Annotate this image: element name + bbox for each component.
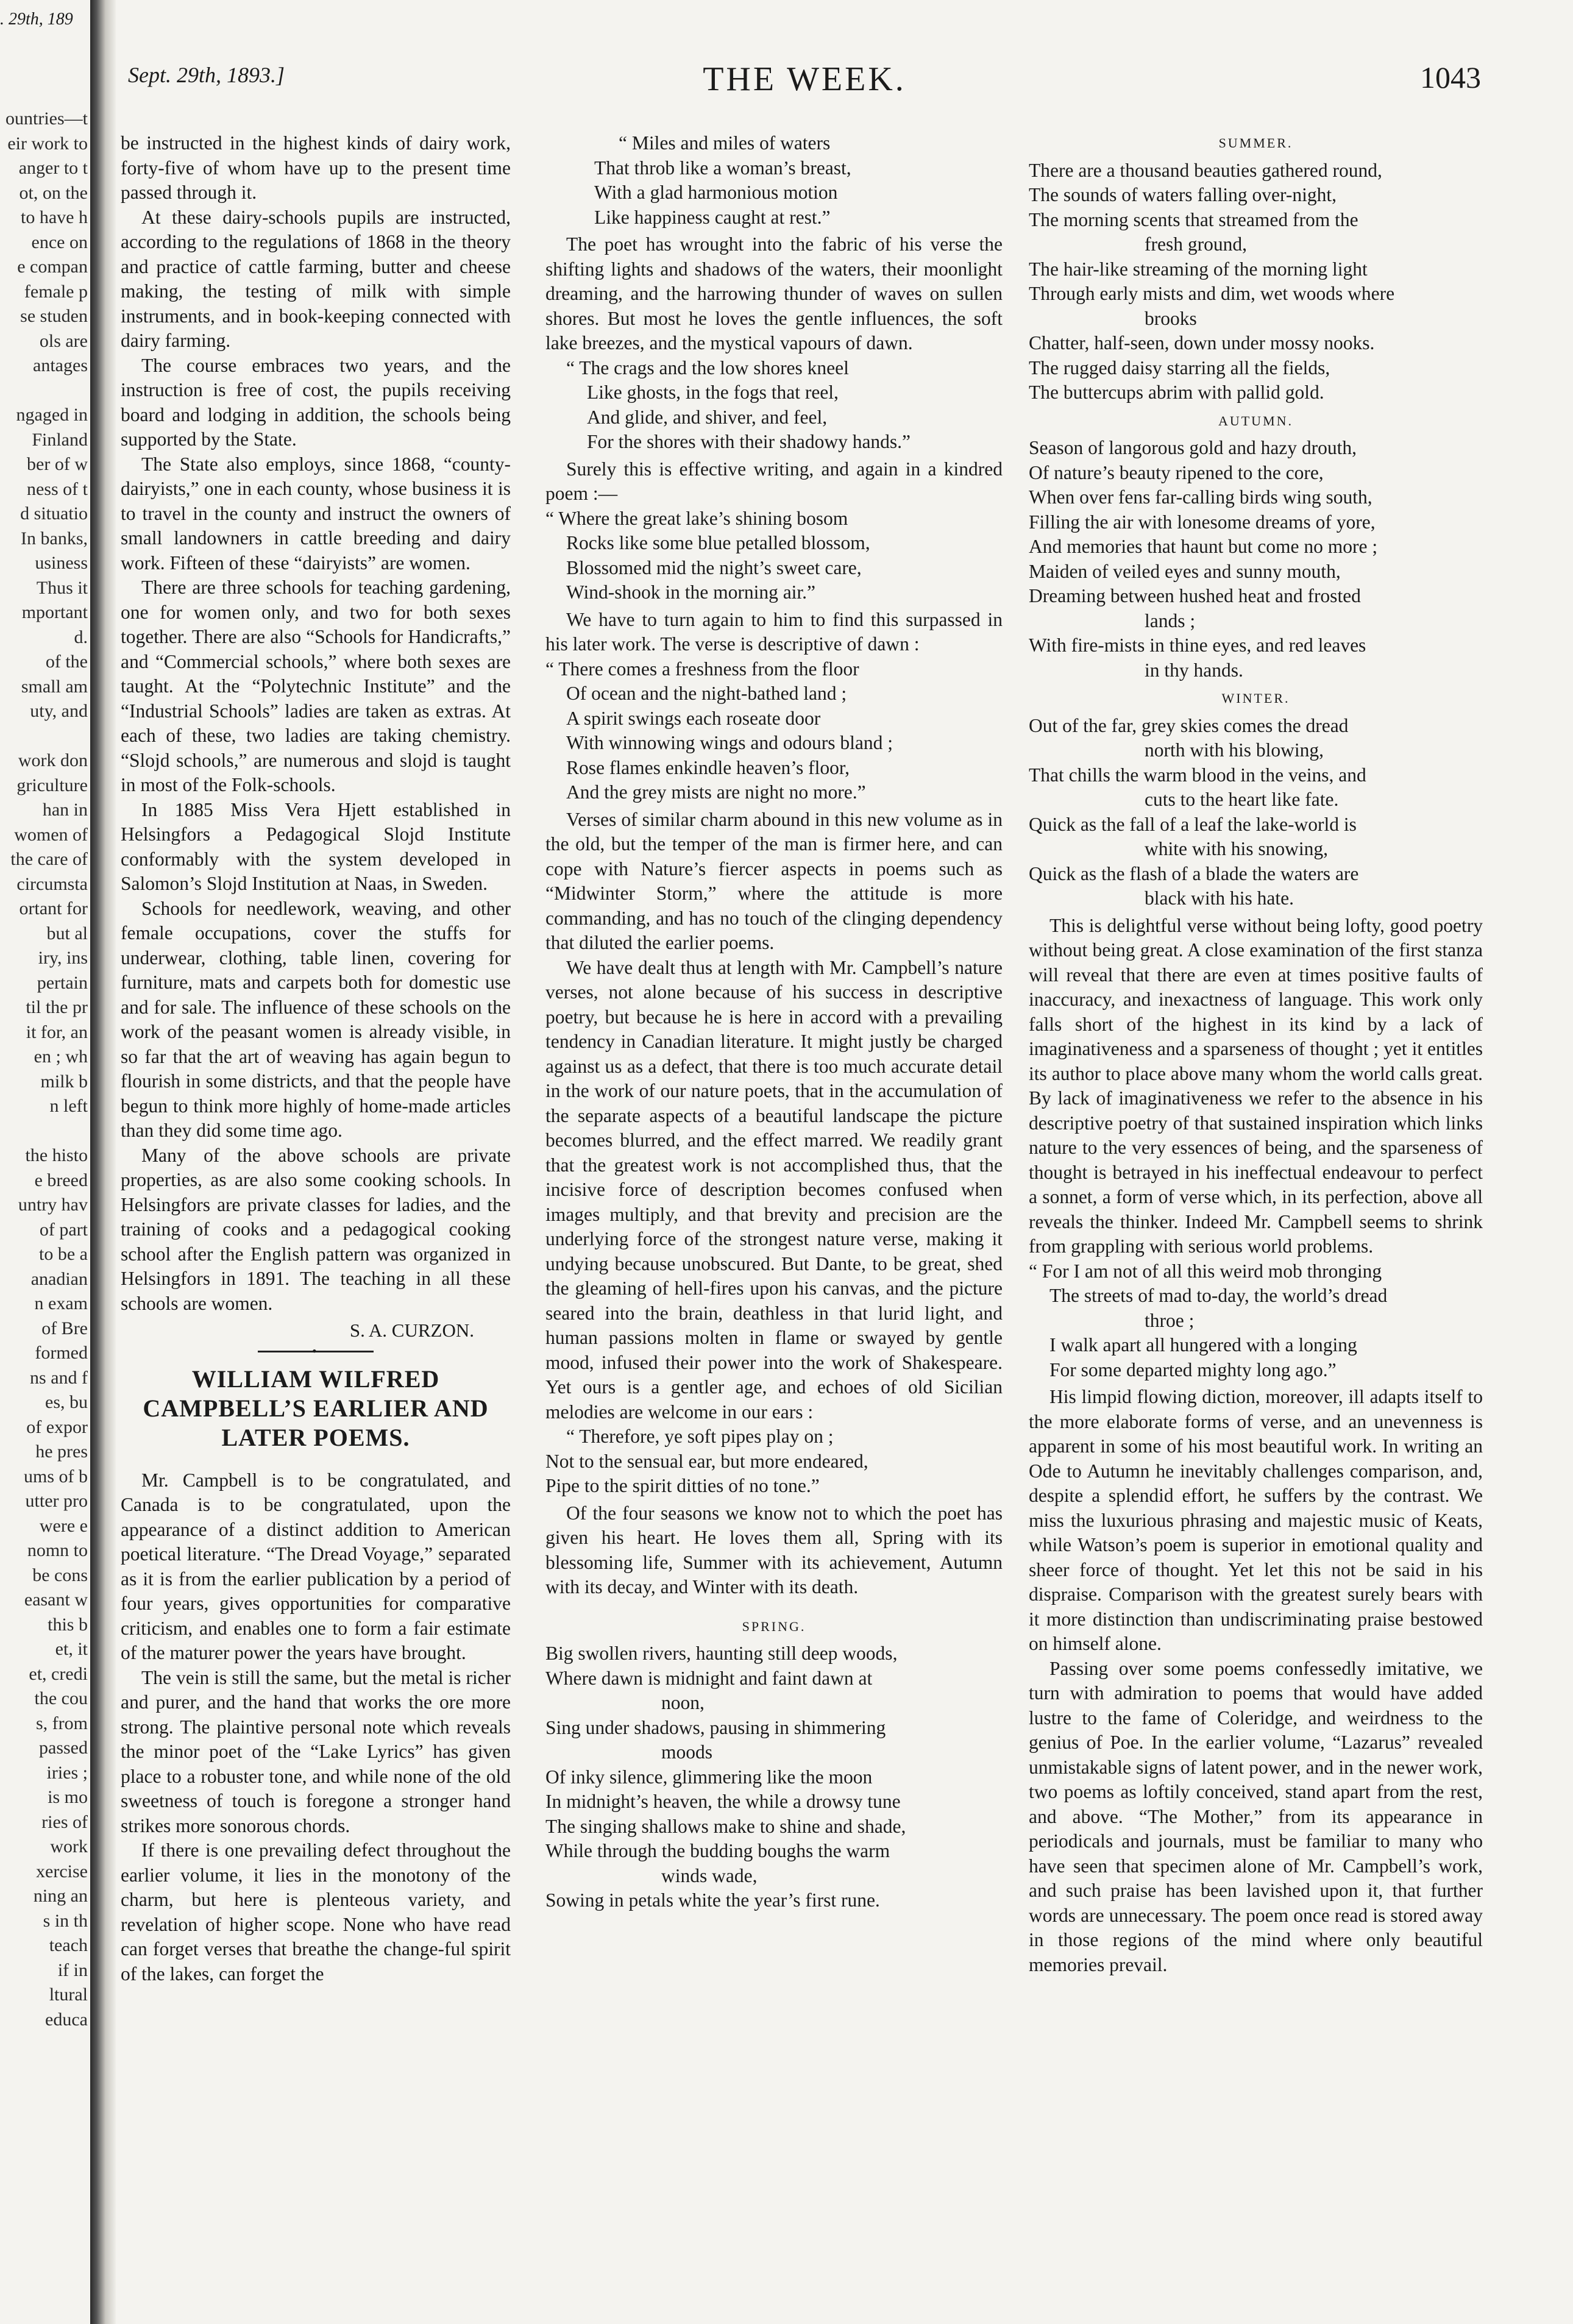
verse-line: lands ; [1145,609,1196,631]
left-page-line: this b [48,1614,88,1635]
left-page-line: women of [14,824,88,845]
verse-line: Through early mists and dim, wet woods where [1029,283,1395,304]
left-page-line: iries ; [46,1762,88,1783]
left-page-line: the cou [34,1688,88,1708]
verse-line: white with his snowing, [1145,838,1329,859]
poem-summer [1029,158,1483,405]
left-page-line: d. [74,627,88,647]
verse-line: Big swollen rivers, haunting still deep woods, [545,1643,898,1664]
left-page-line: pertain [37,972,88,993]
page-header [128,60,1481,102]
left-page-line: d situatio [20,503,88,524]
verse-line: The rugged daisy starring all the fields, [1029,357,1330,378]
left-page-line: the histo [25,1145,88,1165]
left-page-line: s, from [36,1713,88,1733]
paragraph: be instructed in the highest kinds of dairy work, forty-five of whom have up to the present time passed through it. [121,132,511,203]
verse-line: For the shores with their shadowy hands.” [587,431,911,452]
left-page-line: en ; wh [34,1047,88,1067]
paragraph: There are three schools for teaching gardening, one for women only, and two for both sexes together. There are also “Schools for Handicrafts,” and “Commercial schools,” where both sexes are taught. At the “Polytechnic Institute” and the “Industrial Schools” ladies are taken as extras. At each of these, two ladies are taking chemistry. “Slojd schools,” are numerous and slojd is taught in most of the Folk-schools. [121,577,511,795]
publication-title: THE WEEK. [703,60,906,98]
verse-line: With fire-mists in thine eyes, and red leaves [1029,634,1366,656]
left-page-line: ums of b [24,1466,88,1487]
verse-line: Rocks like some blue petalled blossom, [566,532,870,553]
verse-line: “ Therefore, ye soft pipes play on ; [566,1426,834,1447]
left-page-line: mportant [21,602,88,622]
verse-line: moods [661,1741,713,1763]
verse-line: While through the budding boughs the warm [545,1840,890,1861]
paragraph: Passing over some poems confessedly imitative, we turn with admiration to poems that would have added lustre to the fame of Coleridge, and weirdness to the genius of Poe. In the earlier volume, “Lazarus” revealed unmistakable signs of latent power, and in the newer work, two poems as loftily conceived, stand apart from the rest, and above. “The Mother,” from its appearance in periodicals and journals, must be familiar to many who have seen that specimen alone of Mr. Campbell’s work, and such praise has been lavished upon it, that further words are unnecessary. The poem once read is stored away in those regions of the mind where only beautiful memories prevail. [1029,1657,1483,1975]
verse-line: cuts to the heart like fate. [1145,789,1339,810]
paragraph: This is delightful verse without being lofty, good poetry without being great. A close examination of the first stanza will reveal that there are even at times positive faults of inaccuracy, and inexactness of language. This work only falls short of the highest in its kind by a lack of imaginativeness and a sparseness of thought ; yet it entitles its author to place above many whom the world calls great. By lack of imaginativeness we refer to the absence in his descriptive poetry of that sustained inspiration which links nature to the very essences of being, and the sparseness of thought is betrayed in his ineffectual endeavour to perfect a sonnet, a form of verse which, in its perfection, above all reveals the thinker. Indeed Mr. Campbell seems to shrink from grappling with serious world problems. [1029,914,1483,1257]
left-page-line: of Bre [41,1318,88,1338]
left-page-line: ortant for [19,898,88,919]
column-2 [545,131,1003,1916]
left-page-line: griculture [16,775,88,795]
verse-line: in thy hands. [1145,659,1243,681]
verse-line: winds wade, [661,1864,758,1886]
left-page-line: be cons [32,1565,88,1585]
left-page-date: . 29th, 189 [0,10,73,29]
left-page-line: et, credi [29,1663,88,1684]
section-divider [258,1351,374,1352]
poem-winter [1029,714,1483,911]
left-page-line: to be a [39,1244,88,1264]
left-page-line: han in [42,800,88,820]
verse-line: Wind-shook in the morning air.” [566,581,816,603]
left-page-line: but al [46,923,88,943]
verse-line: throe ; [1145,1309,1195,1331]
verse-line: “ There comes a freshness from the floor [545,658,859,680]
verse-quote [545,1424,1003,1499]
left-page-line: utter pro [25,1491,88,1511]
verse-line: When over fens far-calling birds wing south, [1029,486,1372,508]
left-page-line: ness of t [27,478,88,499]
verse-line: Out of the far, grey skies comes the dread [1029,714,1349,736]
left-page-line: antages [33,355,88,375]
left-page-line: it for, an [26,1022,88,1042]
left-page-line: n left [49,1096,88,1116]
left-page-line: nomn to [27,1540,88,1560]
verse-line: The streets of mad to-day, the world’s dread [1049,1285,1388,1306]
verse-line: Sowing in petals white the year’s first rune. [545,1889,880,1911]
left-page-line: xercise [36,1861,88,1882]
verse-line: Pipe to the spirit ditties of no tone.” [545,1475,820,1496]
verse-line: Blossomed mid the night’s sweet care, [566,556,862,578]
left-page-line: In banks, [21,528,88,549]
left-page-line: eir work to [7,133,88,154]
left-page-line: ot, on the [19,182,88,203]
verse-line: Sing under shadows, pausing in shimmering [545,1716,886,1738]
verse-line: And glide, and shiver, and feel, [587,406,828,428]
left-page-line: n exam [34,1293,88,1313]
left-page-line: were e [39,1515,88,1536]
verse-line: Of inky silence, glimmering like the moon [545,1766,873,1788]
article-title: WILLIAM WILFRED CAMPBELL’S EARLIER AND LATER POEMS. [143,1365,489,1451]
left-page-line: of part [39,1219,88,1240]
paragraph: The State also employs, since 1868, “county-dairyists,” one in each county, whose business it is to travel in the county and instruct the owners of small landowners in cattle breeding and dairy work. Fifteen of these “dairyists” are women. [121,453,511,574]
left-page-line: se studen [20,306,88,326]
left-page-fragment [0,107,90,2289]
left-page-line: small am [21,676,88,697]
paragraph: At these dairy-schools pupils are instructed, according to the regulations of 1868 in the theory and practice of cattle farming, butter and cheese making, the testing of milk with simple instruments, and in book-keeping connected with dairy farming. [121,206,511,351]
verse-line: And the grey mists are night no more.” [566,781,866,803]
left-page-line [0,724,90,749]
paragraph: We have to turn again to him to find this surpassed in his later work. The verse is descriptive of dawn : [545,608,1003,655]
left-page-line [0,1119,90,1144]
left-page-line: formed [35,1343,88,1363]
poem-spring [545,1641,1003,1913]
left-page-line: usiness [35,553,88,573]
verse-quote [545,356,1003,455]
verse-line: Quick as the fall of a leaf the lake-world is [1029,813,1357,835]
verse-line: The buttercups abrim with pallid gold. [1029,382,1324,403]
paragraph: Verses of similar charm abound in this new volume as in the old, but the temper of the man is firmer here, and can cope with Nature’s fiercer aspects in poems such as “Midwinter Storm,” where the attitude is more commanding, and has no touch of the clinging dependency that diluted the earlier poems. [545,808,1003,953]
paragraph: Many of the above schools are private properties, as are also some cooking schools. In Helsingfors are private classes for ladies, and the training of cooks and a pedagogical cooking school after the English pattern was organized in Helsingfors in 1891. The teaching in all these schools are women. [121,1144,511,1314]
left-page-line: work [50,1836,88,1857]
left-page-line: et, it [55,1639,88,1659]
verse-quote [545,131,1003,230]
verse-line: Rose flames enkindle heaven’s floor, [566,756,850,778]
paragraph: We have dealt thus at length with Mr. Campbell’s nature verses, not alone because of his success in descriptive poetry, but because he is here in accord with a prevailing tendency in Canadian literature. It might justly be charged against us as a defect, that there is too much accurate detail in the work of our nature poets, that in the accumulation of the separate aspects of a beautiful landscape the picture becomes blurred, and the effect marred. We readily grant that the greatest work is not accomplished thus, that the incisive force of description becomes confused when images multiply, and that brevity and precision are the underlying force of the strongest nature verse, making it undying because unobscured. But Dante, to be great, shed the gleaming of hell-fires upon his canvas, and the picture seared into the brain, deathless in that lurid light, and human passions molten in flame or swayed by gentle mood, infused their power into the work of Shakespeare. Yet ours is a gentler age, and echoes of old Sicilian melodies are welcome in our ears : [545,956,1003,1423]
season-heading-summer: SUMMER. [1218,135,1293,151]
verse-line: With a glad harmonious motion [594,182,838,203]
verse-quote [1029,1259,1483,1383]
verse-line: “ Miles and miles of waters [619,132,831,154]
verse-line: “ For I am not of all this weird mob thronging [1029,1260,1382,1282]
verse-line: Filling the air with lonesome dreams of yore, [1029,511,1376,533]
verse-line: Like ghosts, in the fogs that reel, [587,382,839,403]
paragraph: The poet has wrought into the fabric of his verse the shifting lights and shadows of the waters, their moonlight dreaming, and the harrowing thunder of waves on sullen shores. But most he loves the gentle influences, the soft lake breezes, and the mystical vapours of dawn. [545,233,1003,354]
left-page-line: uty, and [30,701,88,721]
left-page-line: if in [57,1960,88,1980]
verse-line: Dreaming between hushed heat and frosted [1029,585,1361,606]
left-page-line: s in th [43,1910,88,1931]
verse-line: Maiden of veiled eyes and sunny mouth, [1029,560,1341,582]
left-page-line: work don [18,750,88,770]
left-page-line: e breed [34,1170,88,1190]
verse-line: black with his hate. [1145,887,1294,909]
left-page-line: teach [49,1935,88,1955]
header-date: Sept. 29th, 1893.] [128,63,285,87]
verse-line: In midnight’s heaven, the while a drowsy tune [545,1791,901,1812]
left-page-line: he pres [35,1441,88,1462]
left-page-line: ence on [31,232,88,252]
column-1 [121,131,511,1986]
verse-quote [545,506,1003,605]
verse-line: “ The crags and the low shores kneel [566,357,849,378]
left-page-line: of the [45,652,88,672]
left-page-line: til the pr [26,997,88,1017]
left-page-line: passed [39,1738,88,1758]
verse-line: That chills the warm blood in the veins, and [1029,764,1366,786]
season-heading-winter: WINTER. [1221,691,1290,706]
verse-line: Like happiness caught at rest.” [594,206,831,228]
paragraph: Of the four seasons we know not to which the poet has given his heart. He loves them all, Spring with its blessoming life, Summer with its achievement, Autumn with its decay, and Winter with its death. [545,1502,1003,1597]
left-page-line: ltural [49,1985,88,2005]
author-signature: S. A. CURZON. [349,1320,474,1341]
left-page-line: ns and f [30,1367,88,1388]
left-page-line: e compan [17,257,88,277]
left-page-line: anadian [30,1268,88,1289]
left-page-line: milk b [40,1071,88,1092]
verse-quote [545,657,1003,805]
left-page-line: easant w [24,1590,88,1610]
verse-line: And memories that haunt but come no more ; [1029,536,1378,557]
verse-line: For some departed mighty long ago.” [1049,1359,1337,1381]
verse-line: That throb like a woman’s breast, [594,157,851,179]
left-page-line: is mo [48,1787,88,1807]
verse-line: noon, [661,1692,705,1713]
paragraph: The vein is still the same, but the metal is richer and purer, and the hand that works the ore more strong. The plaintive personal note which reveals the minor poet of the “Lake Lyrics” has given place to a robuster tone, and while none of the old sweetness of touch is foregone a stronger hand strikes more sonorous chords. [121,1666,511,1836]
season-heading-spring: SPRING. [742,1618,806,1634]
verse-line: Of ocean and the night-bathed land ; [566,683,847,704]
verse-line: The morning scents that streamed from the [1029,208,1358,230]
column-3 [1029,131,1483,1977]
verse-line: north with his blowing, [1145,739,1324,761]
verse-line: The singing shallows make to shine and shade, [545,1815,906,1837]
left-page-line: of expor [26,1416,88,1437]
poem-autumn [1029,436,1483,683]
paragraph: Surely this is effective writing, and again in a kindred poem :— [545,458,1003,504]
verse-line: brooks [1145,307,1197,329]
verse-line: The sounds of waters falling over-night, [1029,184,1337,205]
verse-line: “ Where the great lake’s shining bosom [545,507,848,529]
left-page-line: female p [24,281,88,302]
paragraph: The course embraces two years, and the instruction is free of cost, the pupils receiving board and lodging in addition, the schools being supported by the State. [121,354,511,450]
left-page-line: ries of [41,1811,88,1832]
left-page-line: untry hav [18,1195,88,1215]
verse-line: The hair-like streaming of the morning light [1029,258,1368,280]
page-number: 1043 [1420,60,1481,94]
paragraph: In 1885 Miss Vera Hjett established in Helsingfors a Pedagogical Slojd Institute conformably with the system developed in Salomon’s Slojd Institution at Naas, in Sweden. [121,798,511,894]
left-page-line: educa [45,2009,88,2030]
verse-line: Of nature’s beauty ripened to the core, [1029,461,1324,483]
verse-line: Not to the sensual ear, but more endeared, [545,1450,868,1472]
left-page-line: the care of [10,849,88,869]
page-gutter [90,0,116,2324]
left-page-line: Finland [32,429,88,450]
left-page-line: ountries—t [5,108,88,129]
left-page-line: es, bu [45,1392,88,1412]
verse-line: A spirit swings each roseate door [566,707,821,729]
verse-line: fresh ground, [1145,233,1247,255]
left-page-line: iry, ins [38,948,88,968]
verse-line: Season of langorous gold and hazy drouth, [1029,437,1357,458]
verse-line: Where dawn is midnight and faint dawn at [545,1667,873,1689]
paragraph: His limpid flowing diction, moreover, ill adapts itself to the more elaborate forms of verse, and an unevenness is apparent in some of his most beautiful work. In writing an Ode to Autumn he inevitably challenges comparison, and, despite a splendid effort, he suffers by the contrast. We miss the luxurious phrasing and majestic music of Keats, while Watson’s poem is superior in emotional quality and sheer force of thought. Yet let this not be said in his dispraise. Comparison with the greatest surely bears with it more distinction than undiscriminating praise bestowed on himself alone. [1029,1386,1483,1654]
left-page-line: to have h [21,207,88,227]
verse-line: I walk apart all hungered with a longing [1049,1334,1357,1356]
verse-line: Chatter, half-seen, down under mossy nooks. [1029,332,1375,354]
verse-line: Quick as the flash of a blade the waters are [1029,862,1359,884]
left-page-line: ols are [39,330,88,351]
paragraph: Schools for needlework, weaving, and other female occupations, cover the stuffs for underwear, clothing, table linen, covering for furniture, mats and carpets both for domestic use and for sale. The influence of these schools on the work of the peasant women is already visible, in so far that the art of weaving has again begun to flourish in some districts, and that the people have begun to think more highly of home-made articles than they did some time ago. [121,897,511,1141]
verse-line: With winnowing wings and odours bland ; [566,732,893,753]
left-page-line: Thus it [36,577,88,598]
left-page-line: ber of w [27,454,88,474]
season-heading-autumn: AUTUMN. [1218,413,1294,428]
paragraph: If there is one prevailing defect throughout the earlier volume, it lies in the monotony of the charm, but here is plenteous variety, and revelation of higher scope. None who have read can forget verses that breathe the change-ful spirit of the lakes, can forget the [121,1839,511,1985]
left-page-line [0,378,90,403]
left-page-line: ngaged in [16,405,88,425]
verse-line: There are a thousand beauties gathered round, [1029,159,1382,181]
left-page-line: circumsta [16,873,88,894]
paragraph: Mr. Campbell is to be congratulated, and Canada is to be congratulated, upon the appearance of a distinct addition to American poetical literature. “The Dread Voyage,” separated as it is from the earlier publication by a period of four years, gives opportunities for comparative criticism, and enables one to form a fair estimate of the maturer power the years have brought. [121,1469,511,1663]
left-page-line: anger to t [18,158,88,178]
left-page-line: ning an [33,1886,88,1906]
